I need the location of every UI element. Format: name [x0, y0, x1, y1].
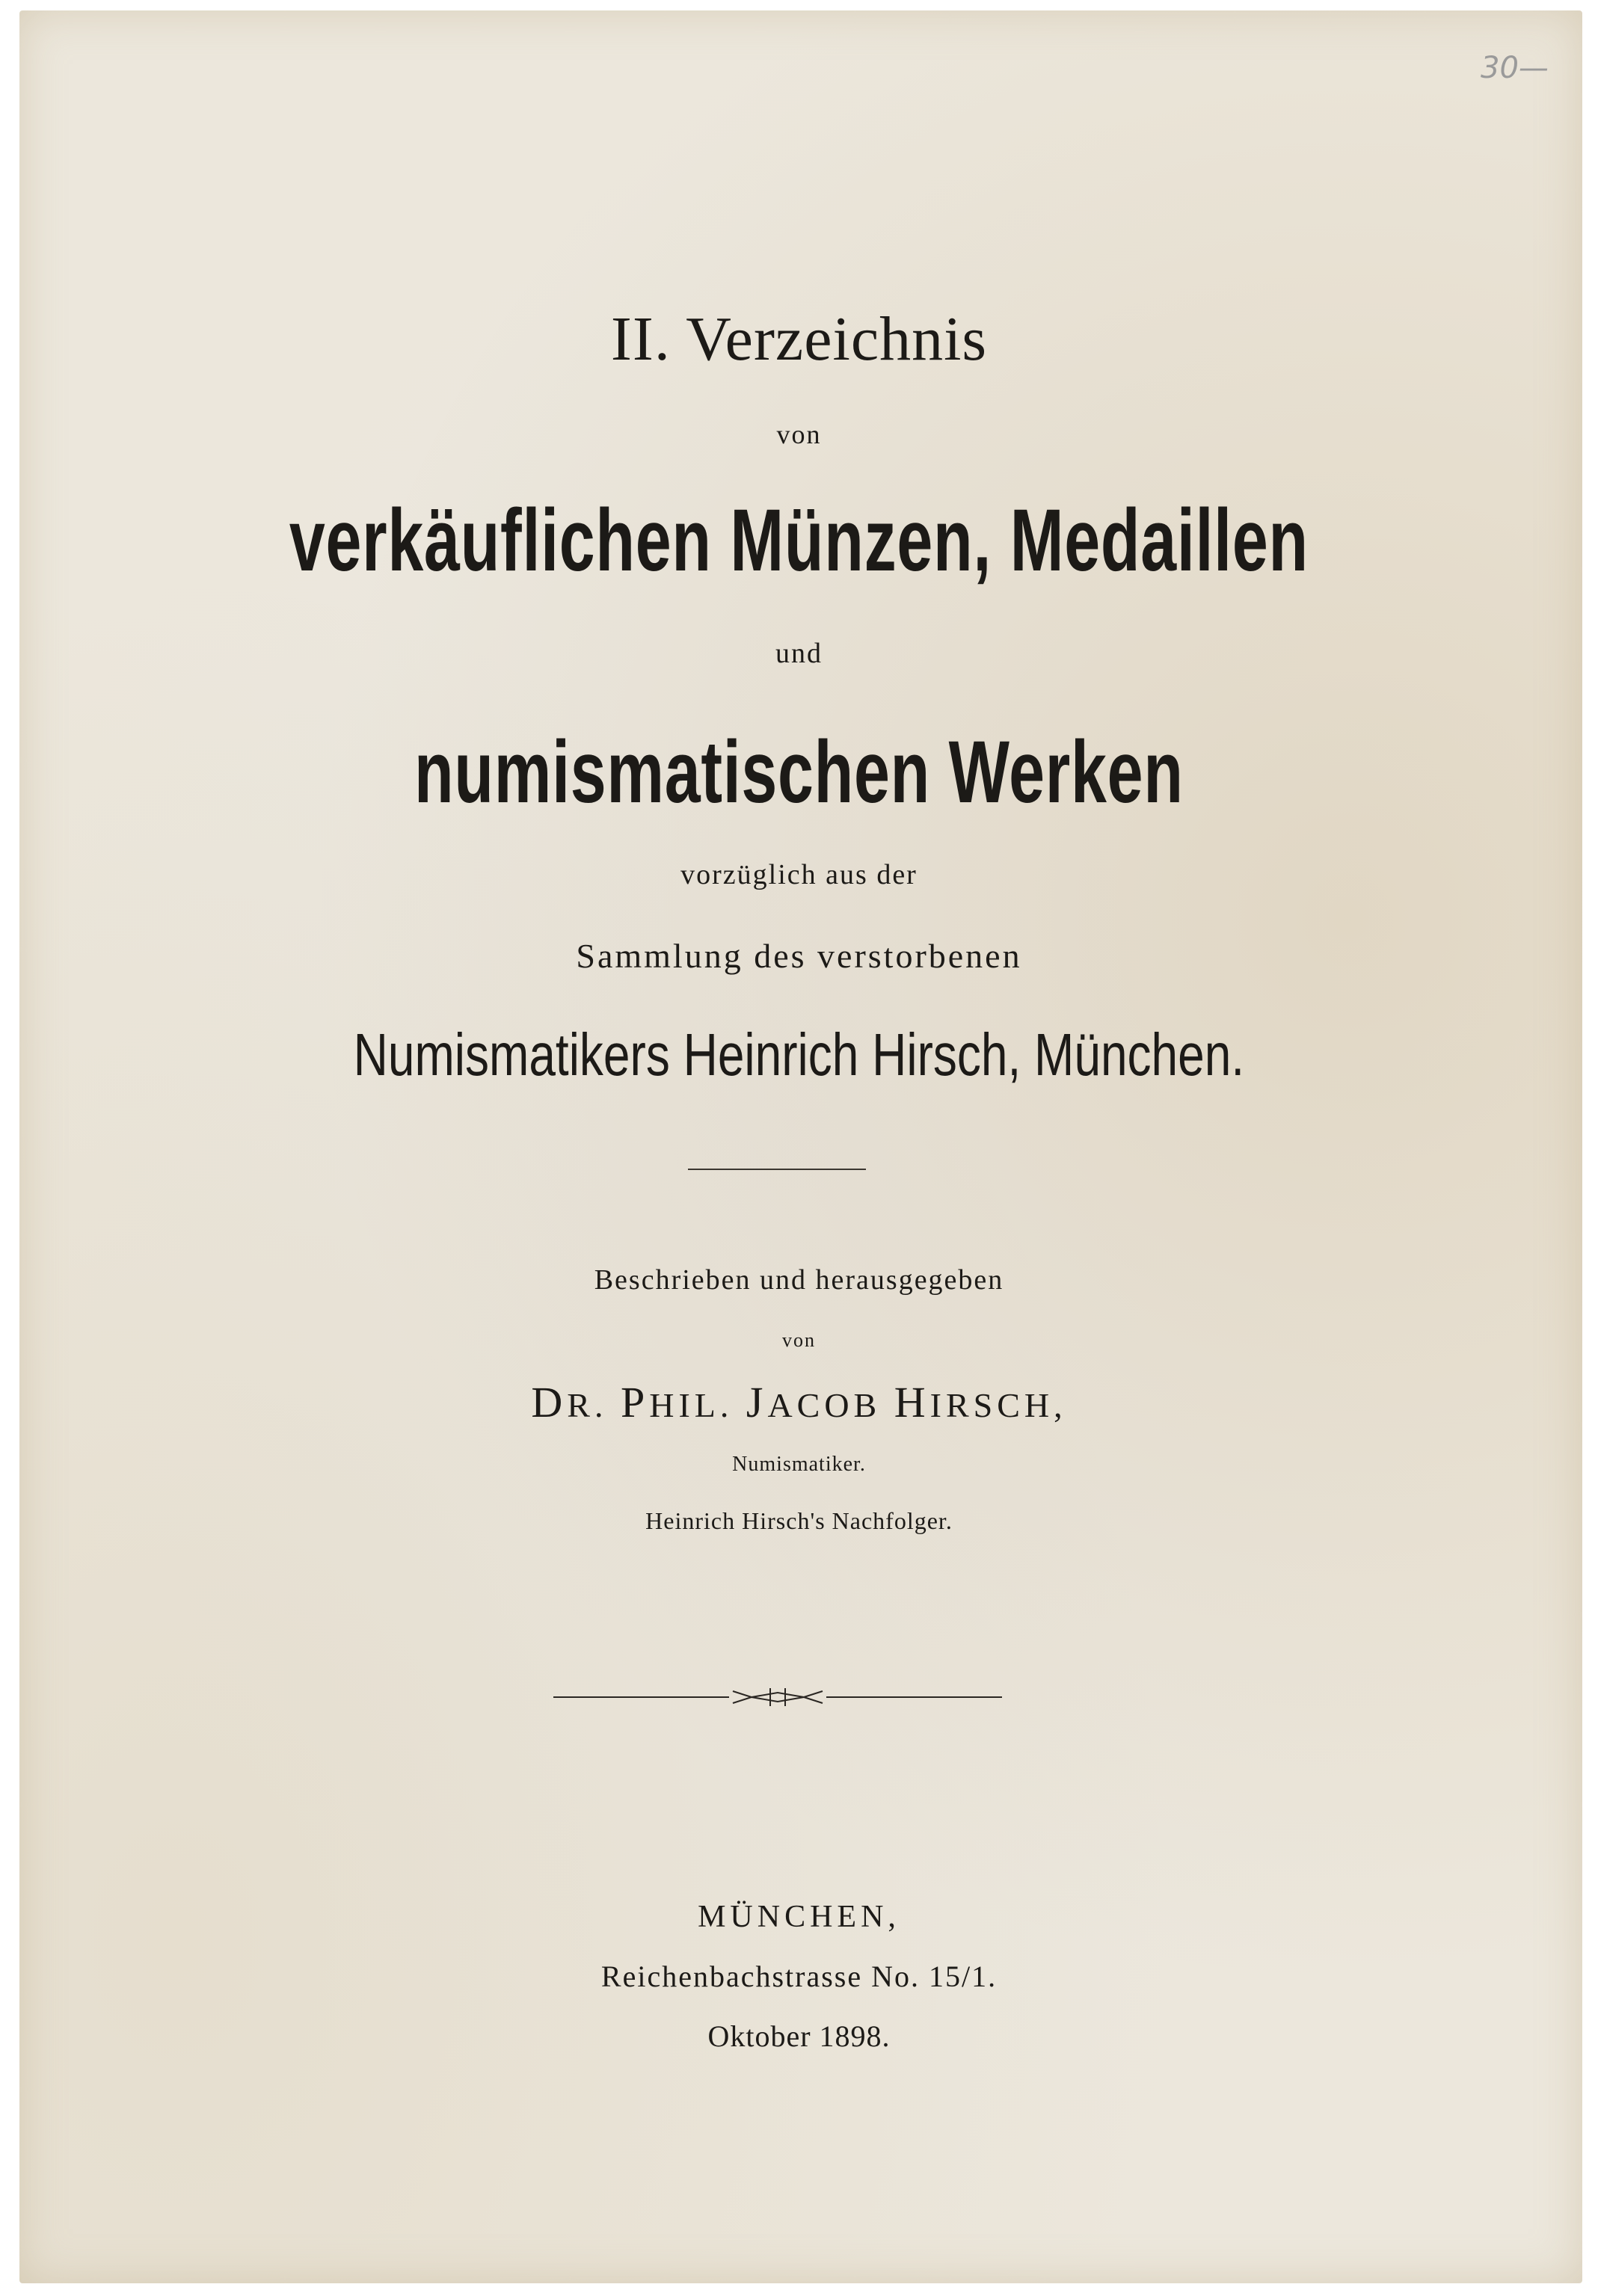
author-initial-4: H [894, 1378, 930, 1426]
ornamental-rule [553, 1682, 1002, 1712]
main-heading-line-2: numismatischen Werken [414, 723, 1184, 822]
owner-line: Numismatikers Heinrich Hirsch, München. [353, 1021, 1245, 1088]
author-initial-2: P [620, 1378, 650, 1426]
address: Reichenbachstrasse No. 15/1. [600, 1960, 998, 1993]
author-rest-3: ACOB [767, 1386, 894, 1424]
pencil-annotation: 30— [1481, 51, 1549, 85]
author-initial-1: D [531, 1378, 568, 1426]
author-initial-3: J [746, 1378, 768, 1426]
author-profession: Numismatiker. [732, 1453, 866, 1476]
publication-date: Oktober 1898. [707, 2019, 891, 2053]
author-rest-1: R. [567, 1386, 621, 1424]
author-rest-4: IRSCH, [929, 1386, 1067, 1424]
collection-line: Sammlung des verstorbenen [576, 937, 1022, 975]
connector-von-2: von [782, 1329, 816, 1351]
successor-line: Heinrich Hirsch's Nachfolger. [645, 1507, 953, 1534]
described-line: Beschrieben und herausgegeben [594, 1264, 1004, 1296]
author-rest-2: HIL. [649, 1386, 746, 1424]
city: MÜNCHEN, [698, 1900, 900, 1934]
main-heading-line-1: verkäuflichen Münzen, Medaillen [289, 491, 1309, 590]
divider-rule [688, 1169, 866, 1170]
preposition-line: vorzüglich aus der [680, 859, 918, 890]
catalogue-title: II. Verzeichnis [610, 304, 988, 374]
connector-und: und [775, 638, 823, 669]
author-name [0, 1377, 1598, 1427]
connector-von: von [776, 419, 822, 449]
